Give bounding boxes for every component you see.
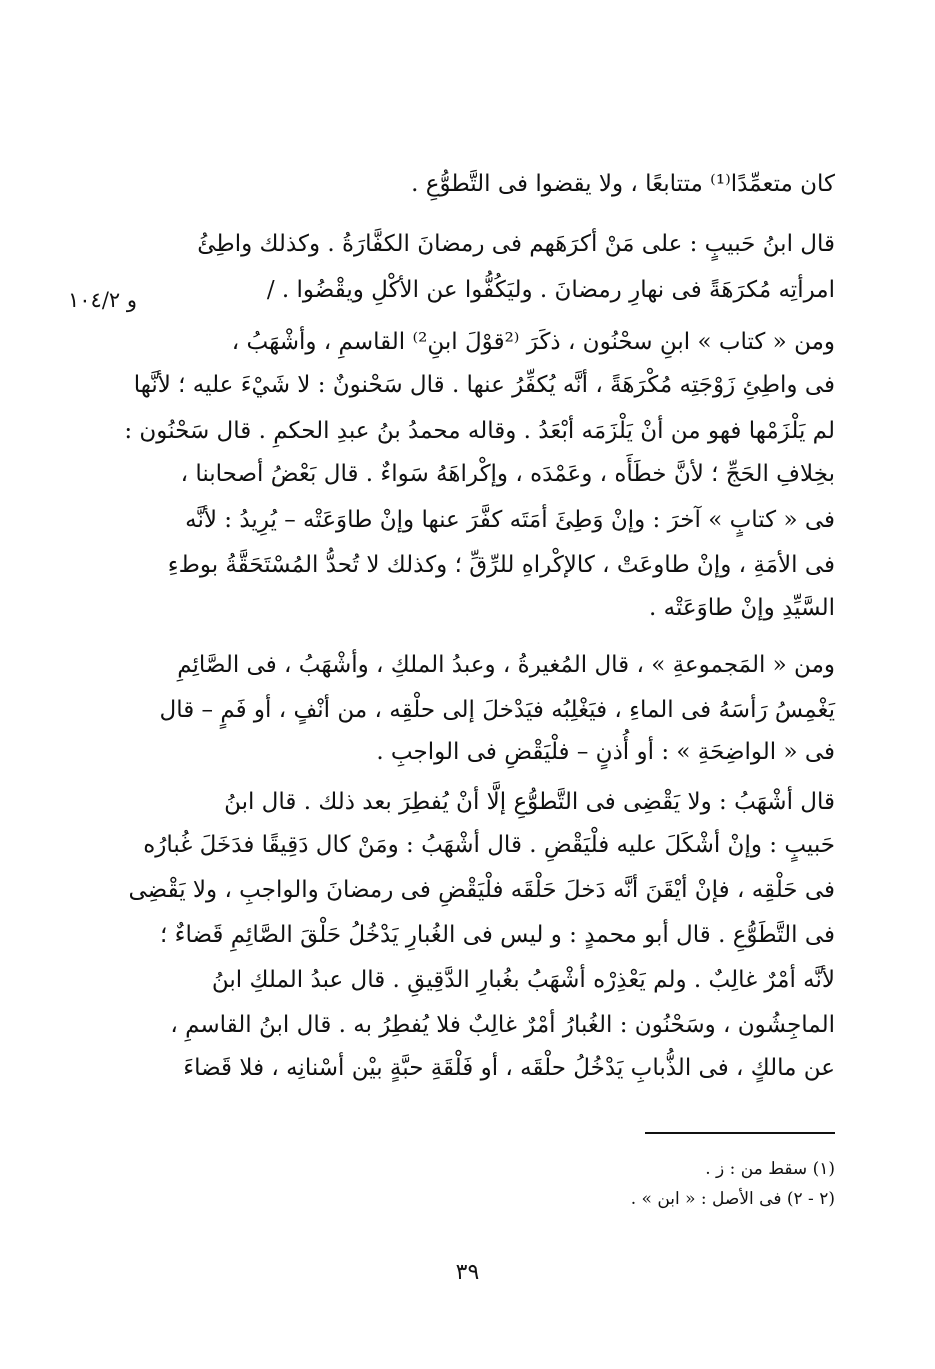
text-line: بخِلافِ الحَجِّ ؛ لأنَّ خطَأَه ، وعَمْدَه ، وإكْراهَهُ سَواءٌ . قال بَعْضُ أصحابنا ،: [180, 461, 835, 487]
text-line: الماجِشُون ، وسَحْنُون : الغُبارُ أمْرٌ غالِبٌ فلا يُفطِرُ به . قال ابنُ القاسمِ ،: [170, 1012, 835, 1038]
text-line: فى الأمَةِ ، وإنْ طاوعَتْ ، كالإكْراهِ للرِّقِّ ؛ وكذلك لا تُحدُّ المُسْتَحَقَّةُ بوطءِ: [167, 552, 835, 578]
footnote-1: (١) سقط من : ز .: [705, 1159, 835, 1179]
text-line: كان متعمِّدًا⁽¹⁾ متتابعًا ، ولا يقضوا فى التَّطوُّعِ .: [411, 171, 835, 197]
text-line: فى « كتابٍ » آخرَ : وإنْ وَطِئَ أمَتَه كفَّرَ عنها وإنْ طاوَعَتْه – يُرِيدُ : لأنَّه: [185, 507, 835, 533]
text-line: حَبيبٍ : وإنْ أشْكَلَ عليه فلْيَقْضِ . قال أشْهَبُ : ومَنْ كال دَقِيقًا فدَخَلَ غُبارُه: [143, 832, 835, 858]
text-line: لم يَلْزَمْها فهو من أنْ يَلْزَمَه أبْعَدُ . وقاله محمدُ بنُ عبدِ الحكمِ . قال سَحْنُون :: [124, 418, 835, 444]
text-line: ومن « كتاب » ابنِ سحْنُون ، ذكَرَ ⁽²قوْلَ ابنِ²⁾ القاسمِ ، وأشْهَبُ ،: [231, 329, 835, 355]
footnote-2: (٢ - ٢) فى الأصل : « ابن » .: [630, 1189, 835, 1209]
footnote-separator: [645, 1132, 835, 1134]
text-line: فى حَلْقِه ، فإنْ أيْقَنَ أنَّه دَخلَ حَلْقَه فلْيَقْضِ فى رمضانَ والواجبِ ، ولا يَقْضِى: [128, 877, 835, 903]
text-line: ومن « المَجموعةِ » ، قال المُغيرةُ ، وعبدُ الملكِ ، وأشْهَبُ ، فى الصَّائِمِ: [177, 652, 835, 678]
text-line: السَّيِّدِ وإنْ طاوَعَتْه .: [649, 595, 835, 621]
text-line: عن مالكٍ ، فى الذُّبابِ يَدْخُلُ حلْقَه ، أو فَلْقَةِ حبَّةٍ بيْن أسْنانِه ، فلا قَضاءَ: [183, 1055, 835, 1081]
text-line: امرأتِه مُكرَهَةً فى نهارِ رمضانَ . وليَكُفُّوا عن الأكْلِ ويقْضُوا . /: [266, 277, 835, 303]
text-line: فى « الواضِحَةِ » : أو أُذنٍ – فلْيَقْضِ فى الواجبِ .: [376, 739, 835, 765]
text-line: قال أشْهَبُ : ولا يَقْضِى فى التَّطوُّعِ إلَّا أنْ يُفطِرَ بعد ذلك . قال ابنُ: [224, 789, 835, 815]
margin-folio-note: و ١٠٤/٢: [68, 288, 138, 312]
text-line: يَغْمِسُ رَأسَهُ فى الماءِ ، فيَغْلِبُه فيَدْخلَ إلى حلْقِه ، من أنْفٍ ، أو فَمٍ – قال: [159, 697, 835, 723]
text-line: قال ابنُ حَبيبٍ : على مَنْ أكرَهَهم فى رمضانَ الكفَّارَةُ . وكذلك واطِئُ: [197, 231, 835, 257]
page-number: ٣٩: [455, 1260, 480, 1285]
text-line: فى التَّطَوُّعِ . قال أبو محمدٍ : و ليس فى الغُبارِ يَدْخُلُ حَلْقَ الصَّائِمِ قَضاءٌ ؛: [160, 922, 835, 948]
text-line: لأنَّه أمْرٌ غالِبٌ . ولم يَعْذِرْه أشْهَبُ بغُبارِ الدَّقِيقِ . قال عبدُ الملكِ ابنُ: [211, 967, 835, 993]
text-line: فى واطِئِ زَوْجَتِه مُكْرَهَةً ، أنَّه يُكفِّرُ عنها . قال سَحْنونٌ : لا شَيْءَ عليه ؛ لأنَّها: [133, 372, 835, 398]
